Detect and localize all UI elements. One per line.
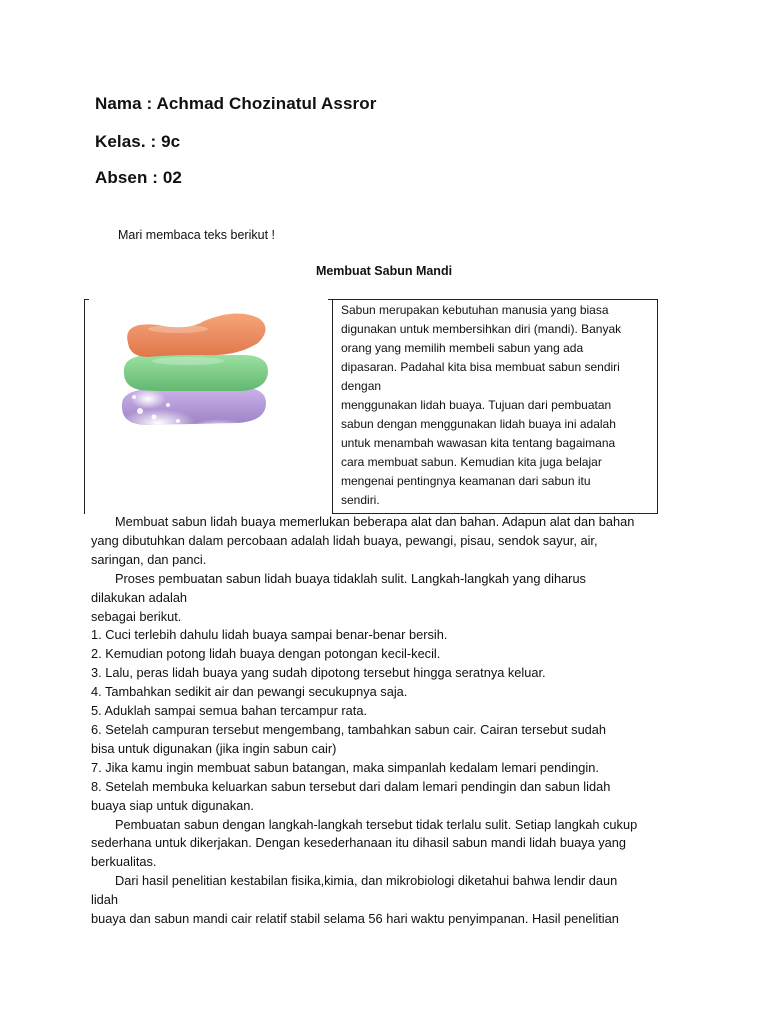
body-line: Proses pembuatan sabun lidah buaya tidaklah sulit. Langkah-langkah yang diharus bbox=[115, 570, 586, 586]
body-line: Pembuatan sabun dengan langkah-langkah tersebut tidak terlalu sulit. Setiap langkah cukup bbox=[115, 816, 638, 832]
table-border-tick-left bbox=[84, 299, 89, 300]
step-item: 7. Jika kamu ingin membuat sabun batangan, maka simpanlah kedalam lemari pendingin. bbox=[91, 759, 599, 775]
step-item: 8. Setelah membuka keluarkan sabun tersebut dari dalam lemari pendingin dan sabun lidah bbox=[91, 778, 611, 794]
student-absen: Absen : 02 bbox=[95, 168, 182, 187]
body-line: sederhana untuk dikerjakan. Dengan kesederhanaan itu dihasil sabun mandi lidah buaya yang bbox=[91, 835, 627, 851]
table-line: sendiri. bbox=[341, 493, 380, 507]
table-border-right bbox=[657, 299, 658, 514]
soap-image bbox=[108, 299, 293, 449]
body-line: berkualitas. bbox=[91, 854, 157, 870]
student-name: Nama : Achmad Chozinatul Assror bbox=[95, 94, 377, 113]
step-item: 4. Tambahkan sedikit air dan pewangi secukupnya saja. bbox=[91, 684, 408, 700]
step-item: 2. Kemudian potong lidah buaya dengan potongan kecil-kecil. bbox=[91, 646, 441, 662]
body-line: dilakukan adalah bbox=[91, 589, 188, 605]
table-line: dengan bbox=[341, 379, 382, 393]
step-item: 1. Cuci terlebih dahulu lidah buaya sampai benar-benar bersih. bbox=[91, 627, 448, 643]
body-text bbox=[91, 513, 691, 929]
step-item: 3. Lalu, peras lidah buaya yang sudah dipotong tersebut hingga seratnya keluar. bbox=[91, 665, 546, 681]
table-border-middle bbox=[332, 299, 333, 514]
body-line: buaya dan sabun mandi cair relatif stabil selama 56 hari waktu penyimpanan. Hasil penelitian bbox=[91, 911, 619, 927]
body-line: Membuat sabun lidah buaya memerlukan beberapa alat dan bahan. Adapun alat dan bahan bbox=[115, 514, 635, 529]
table-border-top bbox=[328, 299, 658, 300]
table-line: digunakan untuk membersihkan diri (mandi). Banyak bbox=[341, 322, 622, 336]
body-line: Dari hasil penelitian kestabilan fisika,kimia, dan mikrobiologi diketahui bahwa lendir daun bbox=[115, 873, 618, 889]
table-line: mengenai pentingnya keamanan dari sabun itu bbox=[341, 474, 591, 488]
table-line: untuk menambah wawasan kita tentang bagaimana bbox=[341, 436, 616, 450]
step-item: bisa untuk digunakan (jika ingin sabun cair) bbox=[91, 740, 337, 756]
body-line: saringan, dan panci. bbox=[91, 551, 207, 567]
step-item: buaya siap untuk digunakan. bbox=[91, 797, 254, 813]
table-description bbox=[341, 301, 653, 510]
table-line: menggunakan lidah buaya. Tujuan dari pembuatan bbox=[341, 398, 612, 412]
student-class: Kelas. : 9c bbox=[95, 132, 181, 151]
table-line: sabun dengan menggunakan lidah buaya ini adalah bbox=[341, 417, 616, 431]
table-line: orang yang memilih membeli sabun yang ada bbox=[341, 341, 584, 355]
body-line: sebagai berikut. bbox=[91, 608, 182, 624]
table-line: dipasaran. Padahal kita bisa membuat sabun sendiri bbox=[341, 360, 620, 374]
table-border-left bbox=[84, 299, 85, 514]
step-item: 5. Aduklah sampai semua bahan tercampur rata. bbox=[91, 703, 368, 719]
table-line: Sabun merupakan kebutuhan manusia yang biasa bbox=[341, 303, 609, 317]
step-item: 6. Setelah campuran tersebut mengembang, tambahkan sabun cair. Cairan tersebut sudah bbox=[91, 721, 607, 737]
body-line: lidah bbox=[91, 892, 119, 908]
table-line: cara membuat sabun. Kemudian kita juga belajar bbox=[341, 455, 602, 469]
body-line: yang dibutuhkan dalam percobaan adalah lidah buaya, pewangi, pisau, sendok sayur, air, bbox=[91, 532, 598, 548]
intro-text: Mari membaca teks berikut ! bbox=[118, 228, 275, 242]
document-title: Membuat Sabun Mandi bbox=[315, 264, 453, 278]
